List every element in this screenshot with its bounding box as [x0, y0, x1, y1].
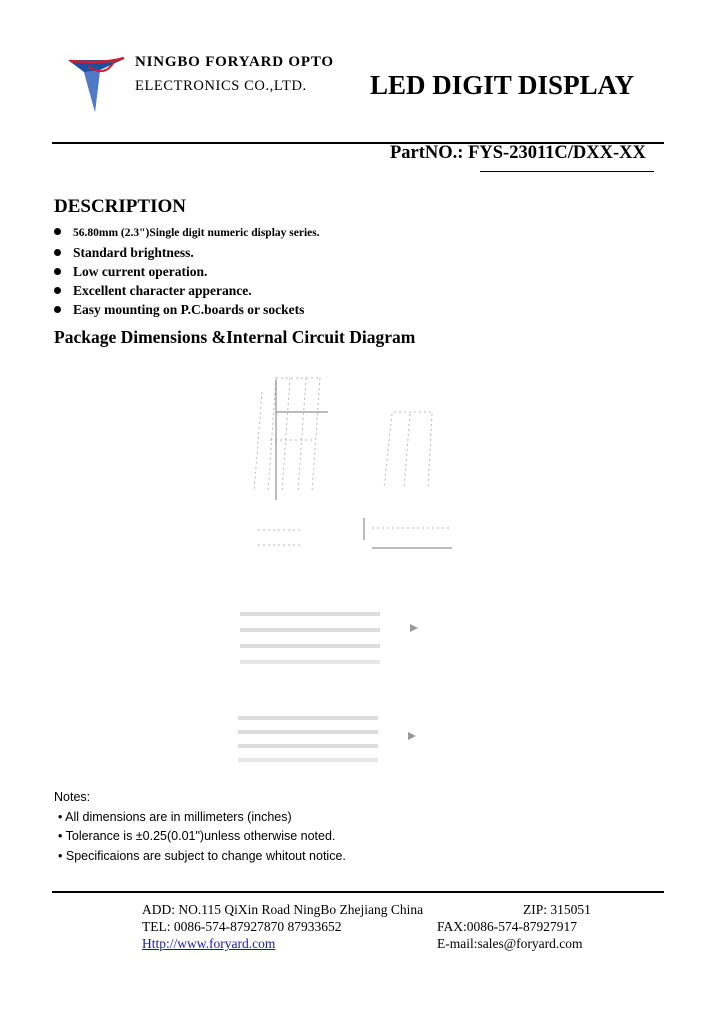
company-name-line1: NINGBO FORYARD OPTO	[135, 54, 334, 70]
company-name-line2: ELECTRONICS CO.,LTD.	[135, 78, 307, 94]
description-heading: DESCRIPTION	[54, 196, 186, 217]
package-heading: Package Dimensions &Internal Circuit Diagram	[54, 327, 416, 347]
footer-fax: FAX:0086-574-87927917	[437, 919, 577, 934]
list-item: Standard brightness.	[54, 243, 320, 262]
list-item: Low current operation.	[54, 262, 320, 281]
list-item: Excellent character apperance.	[54, 281, 320, 300]
footer-divider	[52, 891, 664, 893]
footer-email: E-mail:sales@foryard.com	[437, 936, 583, 951]
list-item: • All dimensions are in millimeters (inches)	[58, 809, 292, 824]
list-item: • Tolerance is ±0.25(0.01")unless otherwise noted.	[58, 829, 336, 843]
footer-telephone: TEL: 0086-574-87927870 87933652	[142, 919, 342, 934]
list-item: Easy mounting on P.C.boards or sockets	[54, 300, 320, 319]
footer-zip: ZIP: 315051	[523, 902, 591, 917]
notes-section	[54, 788, 346, 866]
footer-address: ADD: NO.115 QiXin Road NingBo Zhejiang China	[142, 902, 424, 917]
website-link[interactable]: Http://www.foryard.com	[142, 936, 276, 951]
list-item: • Specificaions are subject to change whitout notice.	[58, 848, 346, 863]
part-number: PartNO.: FYS-23011C/DXX-XX	[390, 143, 646, 163]
document-title: LED DIGIT DISPLAY	[370, 70, 635, 100]
notes-heading: Notes:	[54, 790, 91, 804]
list-item: 56.80mm (2.3")Single digit numeric display series.	[54, 224, 320, 243]
